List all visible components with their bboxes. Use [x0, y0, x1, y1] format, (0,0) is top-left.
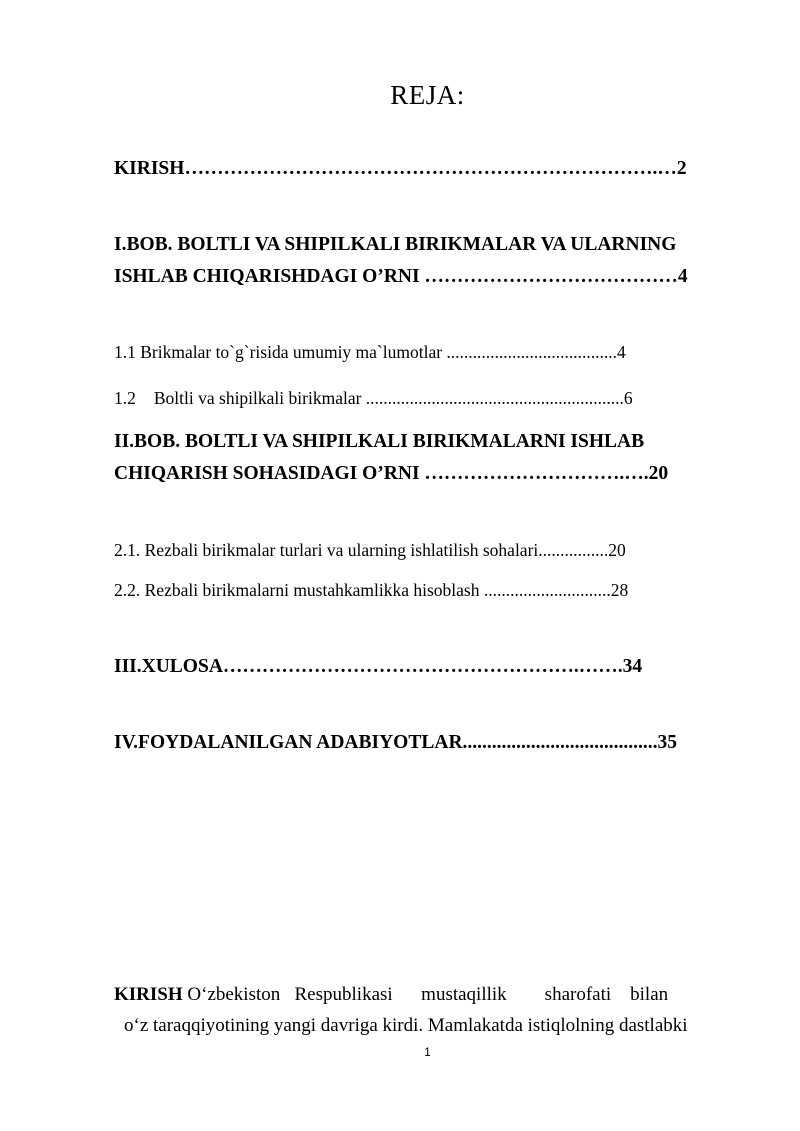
- intro-paragraph-line-2: o‘z taraqqiyotining yangi davriga kirdi. Mamlakatda istiqlolning dastlabki: [124, 1015, 688, 1036]
- page-title: REJA:: [390, 80, 465, 110]
- intro-heading: KIRISH: [114, 984, 183, 1005]
- toc-entry-adabiyotlar: IV.FOYDALANILGAN ADABIYOTLAR........................................35: [114, 732, 678, 753]
- intro-paragraph-line-1: [114, 984, 668, 1006]
- toc-item-2-1: 2.1. Rezbali birikmalar turlari va ularning ishlatilish sohalari................20: [114, 540, 626, 560]
- toc-chapter-1-line-1: I.BOB. BOLTLI VA SHIPILKALI BIRIKMALAR VA ULARNING: [114, 234, 677, 255]
- toc-chapter-2-line-1: II.BOB. BOLTLI VA SHIPILKALI BIRIKMALARNI ISHLAB: [114, 431, 645, 452]
- toc-item-1-1: 1.1 Brikmalar to`g`risida umumiy ma`lumotlar .......................................4: [114, 342, 626, 362]
- toc-item-1-2-text: Boltli va shipilkali birikmalar ...........................................................6: [153, 388, 633, 408]
- toc-item-2-2: 2.2. Rezbali birikmalarni mustahkamlikka hisoblash .............................28: [114, 580, 629, 600]
- toc-item-1-2: [114, 388, 633, 409]
- toc-entry-xulosa: III.XULOSA……………………………………………….…….34: [114, 656, 643, 677]
- intro-line-1-text: O‘zbekiston Respublikasi mustaqillik sharofati bilan: [182, 984, 669, 1005]
- toc-entry-kirish: KIRISH……………………………………………………………….…2: [114, 158, 687, 179]
- toc-chapter-1-line-2: ISHLAB CHIQARISHDAGI O’RNI …………………………………4: [114, 266, 688, 287]
- page-number: 1: [424, 1045, 431, 1059]
- toc-chapter-2-line-2: CHIQARISH SOHASIDAGI O’RNI ………………………….….20: [114, 463, 669, 484]
- toc-item-1-2-number: 1.2: [114, 388, 136, 408]
